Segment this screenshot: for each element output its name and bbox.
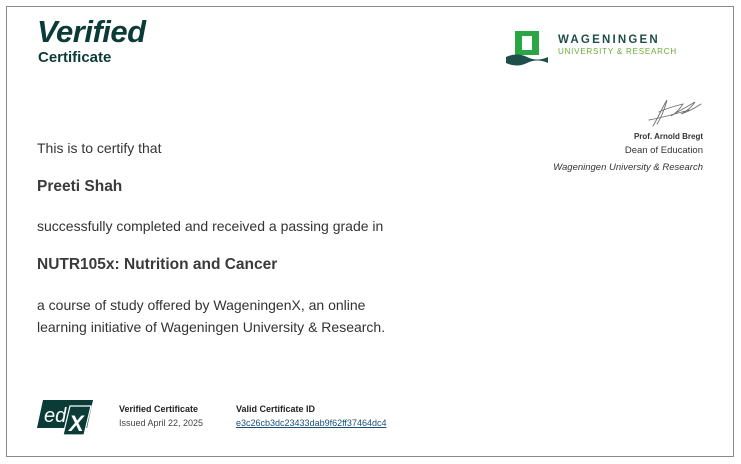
course-description-line-1: a course of study offered by WageningenX, an online (37, 297, 366, 313)
course-description-line-2: learning initiative of Wageningen University & Research. (37, 319, 386, 335)
certificate-id-link[interactable]: e3c26cb3dc23433dab9f62ff37464dc4 (236, 418, 387, 428)
certificate-subheading: Certificate (38, 49, 112, 66)
signatory-title: Dean of Education (624, 145, 703, 156)
institution-name: WAGENINGEN (558, 34, 660, 46)
issue-date: Issued April 22, 2025 (119, 418, 204, 428)
certify-intro-text: This is to certify that (37, 140, 162, 156)
edx-logo-icon (37, 398, 97, 436)
svg-text:ed: ed (44, 405, 67, 427)
certificate-id-label: Valid Certificate ID (236, 404, 316, 414)
signatory-organization: Wageningen University & Research (553, 162, 703, 173)
svg-text:X: X (69, 411, 84, 436)
recipient-name: Preeti Shah (37, 178, 123, 195)
institution-subtitle: UNIVERSITY & RESEARCH (558, 47, 677, 56)
completion-text: successfully completed and received a passing grade in (37, 218, 384, 234)
certificate-type-label: Verified Certificate (119, 404, 199, 414)
course-description (37, 294, 437, 338)
course-title: NUTR105x: Nutrition and Cancer (37, 256, 278, 273)
signatory-name: Prof. Arnold Bregt (633, 132, 703, 141)
verified-heading: Verified (37, 14, 146, 49)
wur-logo-icon (505, 30, 549, 66)
signature-icon (645, 96, 703, 130)
